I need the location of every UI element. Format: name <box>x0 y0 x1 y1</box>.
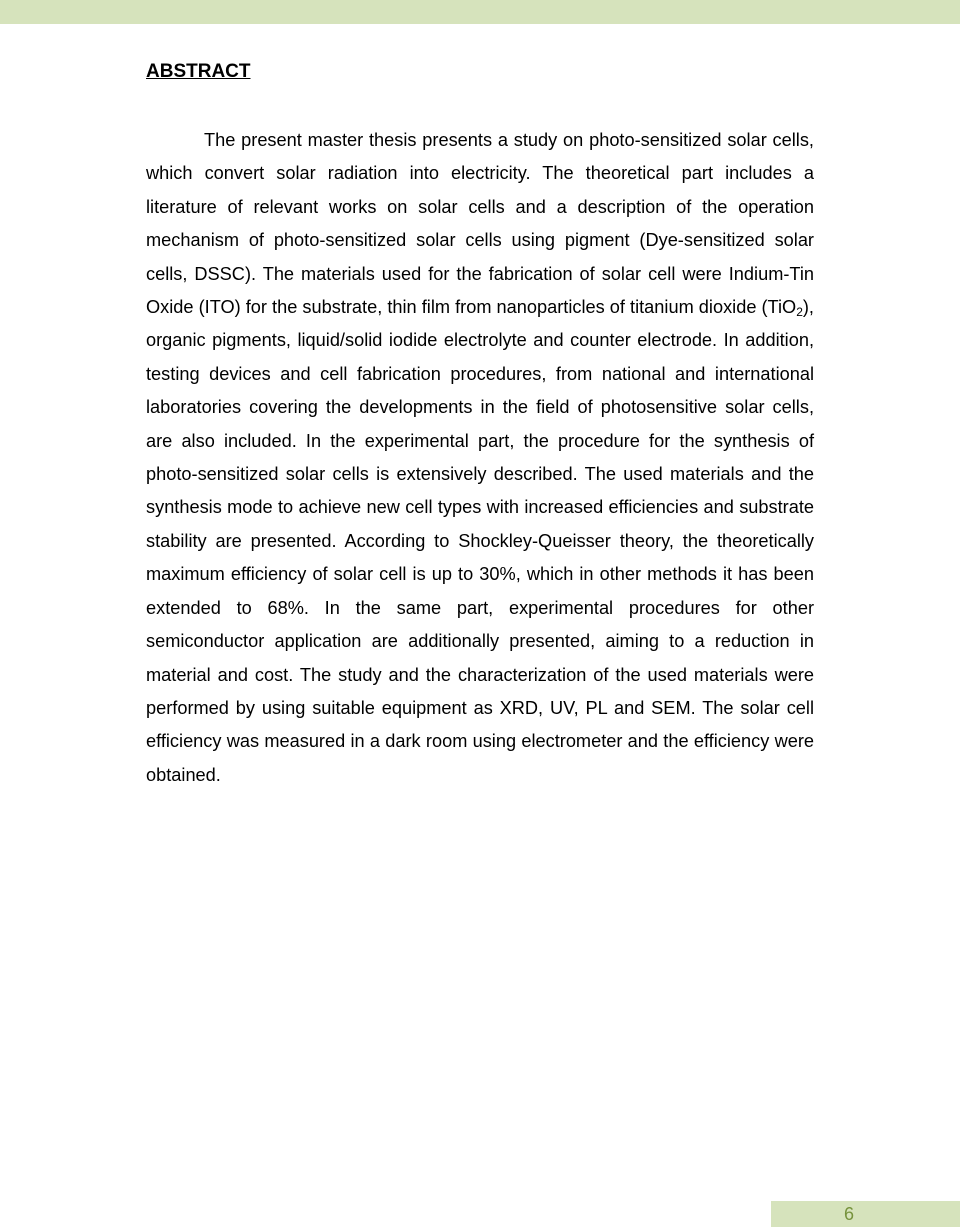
footer-band <box>771 1201 960 1227</box>
abstract-text-part2: ), organic pigments, liquid/solid iodide electrolyte and counter electrode. In addition, testing devices and cell fabrication procedures, from national and international laboratories covering the developments in the field of photosensitive solar cells, are also included. In the experimental part, the procedure for the synthesis of photo-sensitized solar cells is extensively described. The used materials and the synthesis mode to achieve new cell types with increased efficiencies and substrate stability are presented. According to Shockley-Queisser theory, the theoretically maximum efficiency of solar cell is up to 30%, which in other methods it has been extended to 68%. In the same part, experimental procedures for other semiconductor application are additionally presented, aiming to a reduction in material and cost. The study and the characterization of the used materials were performed by using suitable equipment as XRD, UV, PL and SEM. The solar cell efficiency was measured in a dark room using electrometer and the efficiency were obtained. <box>146 297 814 785</box>
section-heading: ABSTRACT <box>146 61 251 82</box>
header-band <box>0 0 960 24</box>
page-content <box>146 58 814 792</box>
abstract-paragraph <box>146 124 814 792</box>
subscript-2: 2 <box>796 305 803 320</box>
page-number: 6 <box>843 1204 854 1224</box>
abstract-text-part1: The present master thesis presents a study on photo-sensitized solar cells, which convert solar radiation into electricity. The theoretical part includes a literature of relevant works on solar cells and a description of the operation mechanism of photo-sensitized solar cells using pigment (Dye-sensitized solar cells, DSSC). The materials used for the fabrication of solar cell were Indium-Tin Oxide (ITO) for the substrate, thin film from nanoparticles of titanium dioxide (TiO <box>146 130 814 318</box>
